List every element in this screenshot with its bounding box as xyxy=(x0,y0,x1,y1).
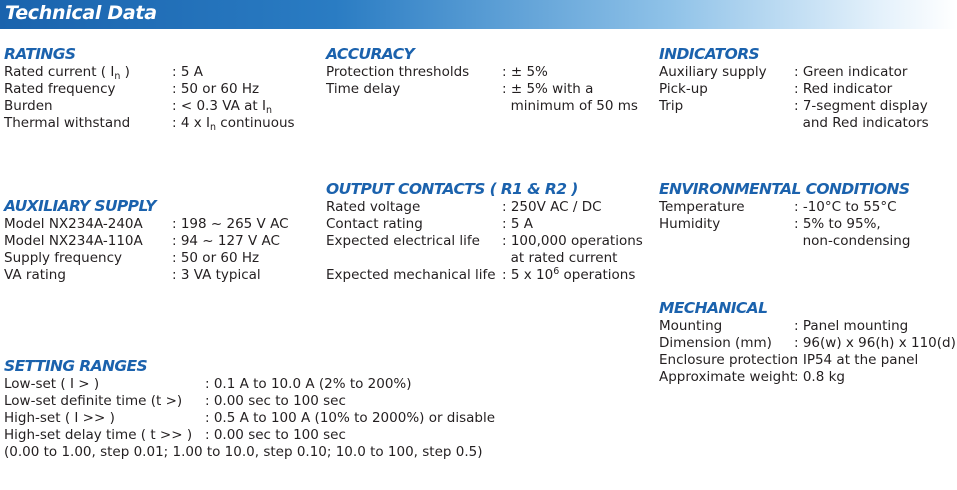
electrical-life-value: : 100,000 operations at rated current xyxy=(502,233,643,266)
model-110a-row xyxy=(4,233,280,250)
mounting-label: Mounting xyxy=(659,318,723,334)
setting-ranges-section xyxy=(4,356,496,461)
model-110a-label: Model NX234A-110A xyxy=(4,233,143,249)
approximate-weight-label: Approximate weight xyxy=(659,369,796,385)
model-240a-label: Model NX234A-240A xyxy=(4,216,143,232)
mechanical-rows xyxy=(659,318,956,386)
approximate-weight-value: : 0.8 kg xyxy=(794,369,845,385)
mounting-row xyxy=(659,318,909,335)
accuracy-section xyxy=(326,44,638,115)
rated-frequency-label: Rated frequency xyxy=(4,81,116,97)
contact-rating-label: Contact rating xyxy=(326,216,423,232)
va-rating-value: : 3 VA typical xyxy=(172,267,261,283)
protection-thresholds-value: : ± 5% xyxy=(502,64,548,80)
mounting-value: : Panel mounting xyxy=(794,318,909,334)
indicators-title: INDICATORS xyxy=(659,45,760,63)
low-set-label: Low-set ( I > ) xyxy=(4,376,100,392)
mechanical-life-label: Expected mechanical life xyxy=(326,267,496,283)
rated-voltage-value: : 250V AC / DC xyxy=(502,199,602,215)
contact-rating-value: : 5 A xyxy=(502,216,533,232)
pick-up-row xyxy=(659,81,893,98)
approximate-weight-row xyxy=(659,369,845,386)
rated-frequency-row xyxy=(4,81,260,98)
rated-voltage-label: Rated voltage xyxy=(326,199,421,215)
dimension-value: : 96(w) x 96(h) x 110(d) xyxy=(794,335,956,351)
low-set-definite-time-row xyxy=(4,393,346,410)
enclosure-protection-value: : IP54 at the panel xyxy=(794,352,919,368)
low-set-definite-time-label: Low-set definite time (t >) xyxy=(4,393,183,409)
environmental-rows xyxy=(659,199,909,250)
rated-current-value: : 5 A xyxy=(172,64,203,80)
humidity-value: : 5% to 95%, non-condensing xyxy=(794,216,911,249)
auxiliary-supply-indicator-row xyxy=(659,64,908,81)
high-set-value: : 0.5 A to 100 A (10% to 2000%) or disable xyxy=(205,410,496,426)
auxiliary-supply-indicator-label: Auxiliary supply xyxy=(659,64,767,80)
auxiliary-supply-indicator-value: : Green indicator xyxy=(794,64,908,80)
humidity-label: Humidity xyxy=(659,216,721,232)
trip-label: Trip xyxy=(659,98,684,114)
model-240a-row xyxy=(4,216,289,233)
time-delay-value: : ± 5% with a minimum of 50 ms xyxy=(502,81,638,114)
trip-row xyxy=(659,98,929,132)
burden-row xyxy=(4,98,272,116)
dimension-row xyxy=(659,335,956,352)
temperature-label: Temperature xyxy=(659,199,745,215)
rated-current-row xyxy=(4,64,203,82)
supply-frequency-row xyxy=(4,250,260,267)
output-contacts-section xyxy=(326,179,643,284)
mechanical-section xyxy=(659,298,956,386)
mechanical-life-row xyxy=(326,266,636,284)
model-110a-value: : 94 ~ 127 V AC xyxy=(172,233,280,249)
high-set-delay-time-value: : 0.00 sec to 100 sec xyxy=(205,427,346,443)
rated-current-label: Rated current ( $I_n$ ) xyxy=(4,64,130,82)
low-set-value: : 0.1 A to 10.0 A (2% to 200%) xyxy=(205,376,412,392)
ratings-rows xyxy=(4,64,295,133)
burden-label: Burden xyxy=(4,98,53,114)
enclosure-protection-label: Enclosure protection xyxy=(659,352,798,368)
pick-up-value: : Red indicator xyxy=(794,81,893,97)
protection-thresholds-label: Protection thresholds xyxy=(326,64,470,80)
ratings-title: RATINGS xyxy=(4,45,76,63)
low-set-definite-time-value: : 0.00 sec to 100 sec xyxy=(205,393,346,409)
auxiliary-supply-section xyxy=(4,196,289,284)
page-title: Technical Data xyxy=(5,2,157,24)
environmental-section xyxy=(659,179,909,250)
protection-thresholds-row xyxy=(326,64,548,81)
step-note-row xyxy=(4,444,483,461)
time-delay-row xyxy=(326,81,638,115)
va-rating-label: VA rating xyxy=(4,267,66,283)
mechanical-life-value: : 5 x $10^6$ operations xyxy=(502,266,636,283)
supply-frequency-value: : 50 or 60 Hz xyxy=(172,250,260,266)
pick-up-label: Pick-up xyxy=(659,81,708,97)
high-set-row xyxy=(4,410,496,427)
burden-value: : < 0.3 VA at $I_n$ xyxy=(172,98,272,116)
supply-frequency-label: Supply frequency xyxy=(4,250,123,266)
thermal-withstand-row xyxy=(4,115,295,133)
trip-value: : 7-segment display and Red indicators xyxy=(794,98,929,131)
dimension-label: Dimension (mm) xyxy=(659,335,772,351)
model-240a-value: : 198 ~ 265 V AC xyxy=(172,216,289,232)
time-delay-label: Time delay xyxy=(326,81,401,97)
output-contacts-title: OUTPUT CONTACTS ( R1 & R2 ) xyxy=(326,180,578,198)
contact-rating-row xyxy=(326,216,578,233)
temperature-value: : -10°C to 55°C xyxy=(794,199,897,215)
humidity-row xyxy=(659,216,909,250)
thermal-withstand-label: Thermal withstand xyxy=(4,115,131,131)
auxiliary-supply-title: AUXILIARY SUPPLY xyxy=(4,197,156,215)
indicators-section xyxy=(659,44,929,132)
mechanical-title: MECHANICAL xyxy=(659,299,768,317)
indicators-rows xyxy=(659,64,929,132)
low-set-row xyxy=(4,376,412,393)
setting-ranges-title: SETTING RANGES xyxy=(4,357,148,375)
header-banner xyxy=(0,0,957,29)
step-note: (0.00 to 1.00, step 0.01; 1.00 to 10.0, step 0.10; 10.0 to 100, step 0.5) xyxy=(4,444,483,460)
output-contacts-rows xyxy=(326,199,643,284)
auxiliary-supply-rows xyxy=(4,216,289,284)
accuracy-rows xyxy=(326,64,638,115)
high-set-label: High-set ( I >> ) xyxy=(4,410,115,426)
rated-voltage-row xyxy=(326,199,602,216)
thermal-withstand-value: : 4 x $I_n$ continuous xyxy=(172,115,295,133)
va-rating-row xyxy=(4,267,261,284)
electrical-life-row xyxy=(326,233,643,267)
environmental-title: ENVIRONMENTAL CONDITIONS xyxy=(659,180,910,198)
high-set-delay-time-label: High-set delay time ( t >> ) xyxy=(4,427,193,443)
electrical-life-label: Expected electrical life xyxy=(326,233,480,249)
setting-ranges-rows xyxy=(4,376,496,461)
temperature-row xyxy=(659,199,909,216)
high-set-delay-time-row xyxy=(4,427,346,444)
accuracy-title: ACCURACY xyxy=(326,45,415,63)
rated-frequency-value: : 50 or 60 Hz xyxy=(172,81,260,97)
ratings-section xyxy=(4,44,295,133)
enclosure-protection-row xyxy=(659,352,919,369)
